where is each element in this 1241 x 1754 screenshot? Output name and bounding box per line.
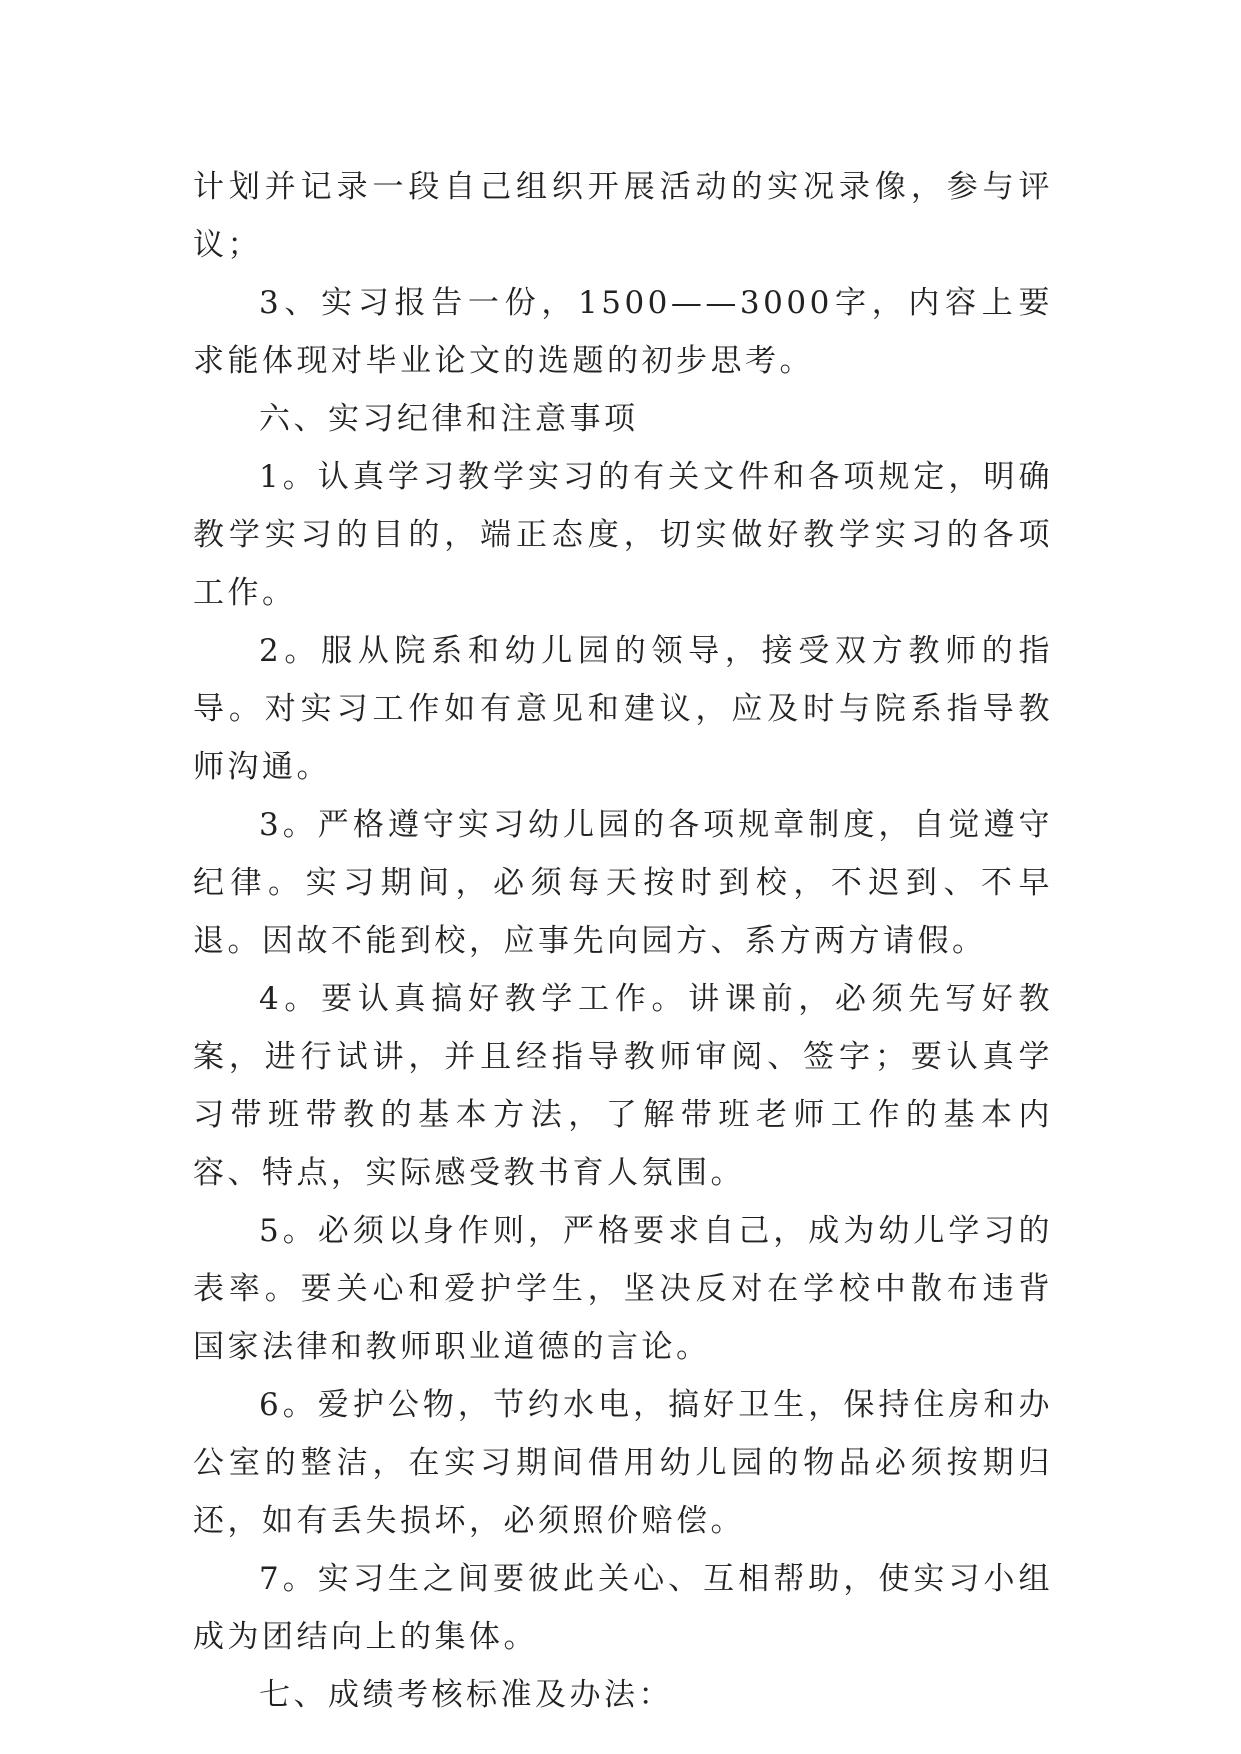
paragraph-item-3-report: 3、实习报告一份，1500——3000字，内容上要求能体现对毕业论文的选题的初步思考。 <box>193 285 1053 379</box>
section-heading-7: 七、成绩考核标准及办法： <box>259 1677 673 1713</box>
paragraph-rule-2: 2。服从院系和幼儿园的领导，接受双方教师的指导。对实习工作如有意见和建议，应及时与院系指导教师沟通。 <box>193 633 1053 785</box>
paragraph-rule-1: 1。认真学习教学实习的有关文件和各项规定，明确教学实习的目的，端正态度，切实做好教学实习的各项工作。 <box>193 459 1053 611</box>
paragraph-rule-4: 4。要认真搞好教学工作。讲课前，必须先写好教案，进行试讲，并且经指导教师审阅、签字；要认真学习带班带教的基本方法，了解带班老师工作的基本内容、特点，实际感受教书育人氛围。 <box>193 981 1053 1191</box>
paragraph-rule-6: 6。爱护公物，节约水电，搞好卫生，保持住房和办公室的整洁，在实习期间借用幼儿园的物品必须按期归还，如有丢失损坏，必须照价赔偿。 <box>193 1387 1053 1539</box>
paragraph-continuation: 计划并记录一段自己组织开展活动的实况录像，参与评议； <box>193 169 1053 263</box>
document-body <box>193 158 1053 1724</box>
section-heading-6: 六、实习纪律和注意事项 <box>259 401 639 437</box>
paragraph-rule-7: 7。实习生之间要彼此关心、互相帮助，使实习小组成为团结向上的集体。 <box>193 1561 1053 1655</box>
paragraph-rule-5: 5。必须以身作则，严格要求自己，成为幼儿学习的表率。要关心和爱护学生，坚决反对在学校中散布违背国家法律和教师职业道德的言论。 <box>193 1213 1053 1365</box>
paragraph-rule-3: 3。严格遵守实习幼儿园的各项规章制度，自觉遵守纪律。实习期间，必须每天按时到校，不迟到、不早退。因故不能到校，应事先向园方、系方两方请假。 <box>193 807 1053 959</box>
